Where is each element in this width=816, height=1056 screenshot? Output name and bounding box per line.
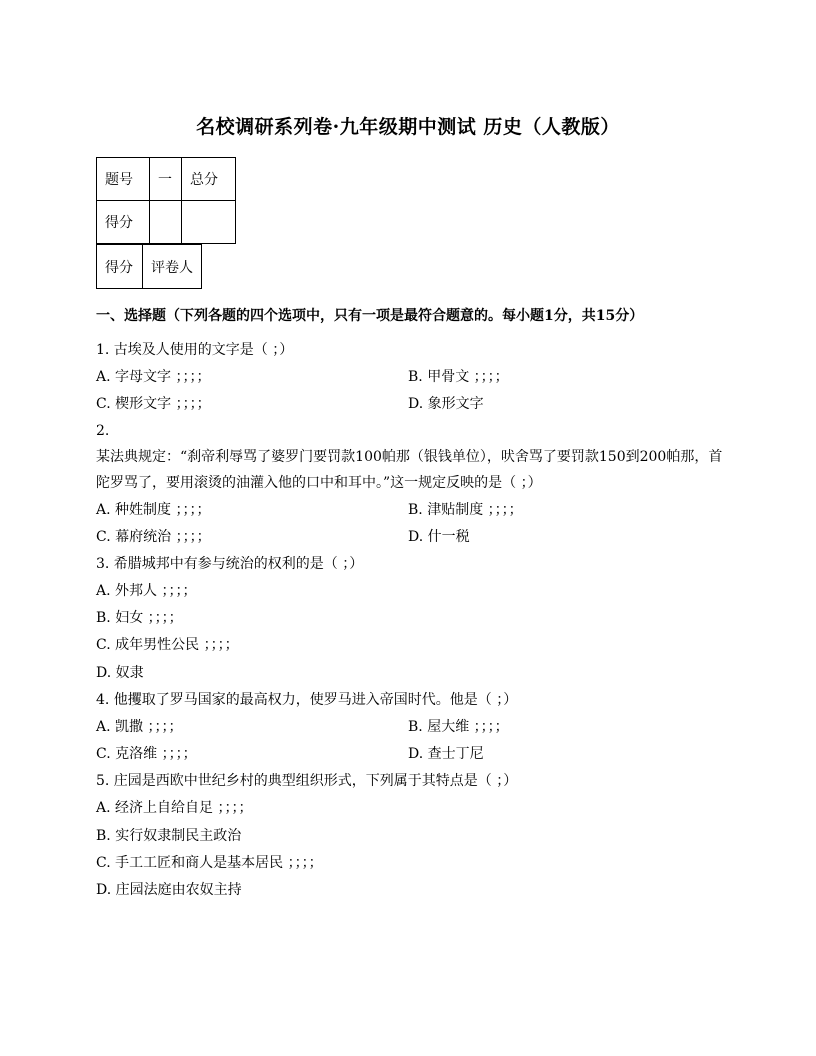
q3-option-b: B. 妇女 ；；；； (96, 610, 183, 626)
grader-table (96, 244, 202, 289)
q1-option-c: C. 楔形文字 ；；；； (96, 396, 211, 412)
q4-stem: 4. 他攫取了罗马国家的最高权力，使罗马进入帝国时代。他是（ ；） (96, 692, 518, 708)
q1-option-b: B. 甲骨文 ；；；； (408, 369, 509, 385)
q3-option-d: D. 奴隶 (96, 665, 144, 681)
q2-stem-line1: 某法典规定：“刹帝利辱骂了婆罗门要罚款100帕那（银钱单位），吠舍骂了要罚款150到200帕那，首 (96, 449, 723, 465)
page-title: 名校调研系列卷·九年级期中测试 历史（人教版） (196, 116, 620, 138)
score-cell-total[interactable] (182, 201, 236, 244)
grader-table-row (97, 245, 202, 289)
q5-stem: 5. 庄园是西欧中世纪乡村的典型组织形式，下列属于其特点是（ ；） (96, 773, 518, 789)
q3-option-a: A. 外邦人 ；；；； (96, 583, 197, 599)
q4-option-b: B. 屋大维 ；；；； (408, 719, 509, 735)
q2-option-b: B. 津贴制度 ；；；； (408, 502, 523, 518)
grader-name-label: 评卷人 (143, 245, 202, 289)
q3-option-c: C. 成年男性公民 ；；；； (96, 637, 239, 653)
grader-score-label: 得分 (97, 245, 143, 289)
score-row-label: 得分 (97, 201, 150, 244)
score-header-total: 总分 (182, 158, 236, 201)
q5-option-c: C. 手工工匠和商人是基本居民 ；；；； (96, 855, 323, 871)
q2-stem-line2: 陀罗骂了，要用滚烫的油灌入他的口中和耳中。”这一规定反映的是（ ；） (96, 475, 542, 491)
q2-option-c: C. 幕府统治 ；；；； (96, 529, 211, 545)
score-cell-section-one[interactable] (150, 201, 182, 244)
q4-option-c: C. 克洛维 ；；；； (96, 746, 197, 762)
q1-stem: 1. 古埃及人使用的文字是（ ；） (96, 342, 294, 358)
q5-option-b: B. 实行奴隶制民主政治 (96, 828, 242, 844)
section-heading-choice: 一、选择题（下列各题的四个选项中，只有一项是最符合题意的。每小题1分，共15分） (96, 308, 644, 324)
q4-option-a: A. 凯撒 ；；；； (96, 719, 183, 735)
q2-option-d: D. 什一税 (408, 529, 470, 545)
q2-number: 2. (96, 423, 110, 439)
q5-option-d: D. 庄园法庭由农奴主持 (96, 882, 242, 898)
score-header-question-number: 题号 (97, 158, 150, 201)
score-header-section-one: 一 (150, 158, 182, 201)
q3-stem: 3. 希腊城邦中有参与统治的权利的是（ ；） (96, 556, 364, 572)
score-table (96, 157, 236, 244)
q1-option-d: D. 象形文字 (408, 396, 484, 412)
score-table-header-row (97, 158, 236, 201)
score-table-score-row (97, 201, 236, 244)
q5-option-a: A. 经济上自给自足 ；；；； (96, 800, 253, 816)
q4-option-d: D. 查士丁尼 (408, 746, 484, 762)
q2-option-a: A. 种姓制度 ；；；； (96, 502, 211, 518)
q1-option-a: A. 字母文字 ；；；； (96, 369, 211, 385)
